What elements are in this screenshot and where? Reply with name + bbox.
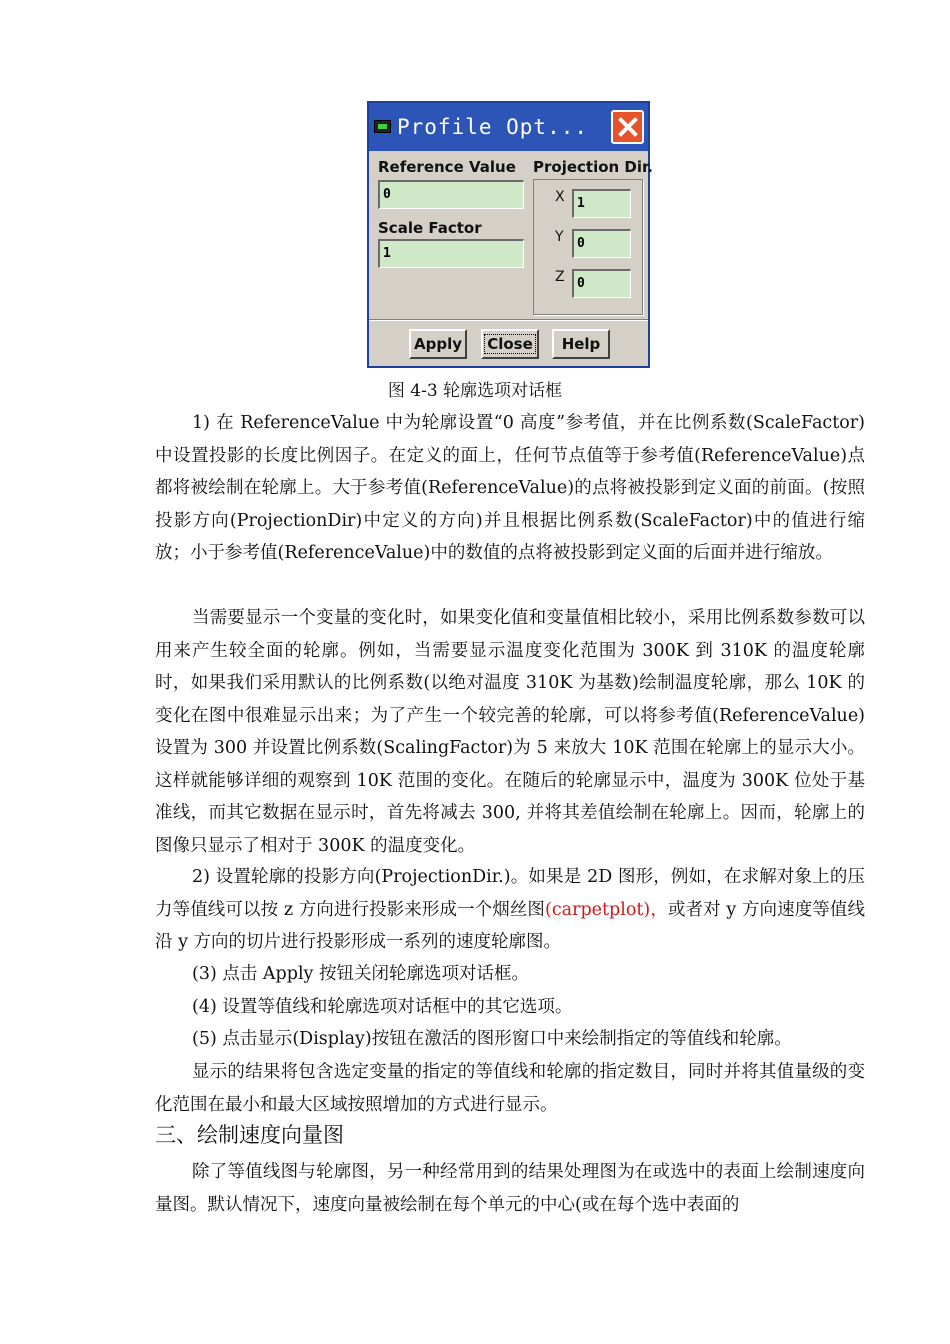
paragraph-8: 除了等值线图与轮廓图，另一种经常用到的结果处理图为在或选中的表面上绘制速度向量图。默认情况下，速度向量被绘制在每个单元的中心(或在每个选中表面的: [155, 1162, 865, 1215]
button-separator: [369, 319, 648, 321]
dialog-titlebar[interactable]: [369, 103, 648, 151]
paragraph-3-text-b: 或者对 y 方向速度等值线沿 y 方向的切片进行投影形成一系列的速度轮廓图。: [155, 899, 865, 952]
paragraph-6: (5) 点击显示(Display)按钮在激活的图形窗口中来绘制指定的等值线和轮廓。: [192, 1029, 792, 1049]
paragraph-5: (4) 设置等值线和轮廓选项对话框中的其它选项。: [192, 997, 573, 1017]
scale-factor-label: Scale Factor: [378, 219, 482, 237]
section-heading: 三、绘制速度向量图: [155, 1123, 344, 1147]
x-direction-input[interactable]: 1: [572, 189, 631, 218]
paragraph-4: (3) 点击 Apply 按钮关闭轮廓选项对话框。: [192, 964, 530, 984]
figure-caption: 图 4-3 轮廓选项对话框: [387, 381, 563, 401]
app-icon: [374, 120, 391, 133]
scale-factor-input[interactable]: 1: [378, 239, 524, 268]
profile-options-dialog: [367, 101, 653, 368]
y-direction-input[interactable]: 0: [572, 229, 631, 258]
paragraph-7: 显示的结果将包含选定变量的指定的等值线和轮廓的指定数目，同时并将其值量级的变化范围在最小和最大区域按照增加的方式进行显示。: [155, 1062, 865, 1115]
y-axis-label: Y: [555, 229, 564, 245]
close-button-label: Close: [487, 335, 533, 353]
paragraph-2: 当需要显示一个变量的变化时，如果变化值和变量值相比较小，采用比例系数参数可以用来产生较全面的轮廓。例如，当需要显示温度变化范围为 300K 到 310K 的温度轮廓时，如果我们采用默认的比例系数(以绝对温度 310K 为基数)绘制温度轮廓，那么 10K 的变化在图中很难显示出来；为了产生一个较完善的轮廓，可以将参考值(ReferenceValue)设置为 300 并设置比例系数(ScalingFactor)为 5 来放大 10K 范围在轮廓上的显示大小。这样就能够详细的观察到 10K 范围的变化。在随后的轮廓显示中，温度为 300K 位处于基准线，而其它数据在显示时，首先将减去 300, 并将其差值绘制在轮廓上。因而，轮廓上的图像只显示了相对于 300K 的温度变化。: [155, 608, 865, 856]
projection-dir-label: Projection Dir.: [533, 158, 653, 176]
close-icon[interactable]: [611, 110, 644, 144]
apply-button-label: Apply: [413, 335, 462, 353]
paragraph-3-highlight: (carpetplot)，: [545, 899, 668, 920]
x-axis-label: X: [555, 189, 565, 205]
help-button-label: Help: [561, 335, 601, 353]
apply-button[interactable]: [409, 329, 467, 359]
reference-value-label: Reference Value: [378, 158, 516, 176]
close-button[interactable]: [481, 329, 539, 359]
help-button[interactable]: [552, 329, 610, 359]
z-axis-label: Z: [555, 269, 565, 285]
paragraph-3: [155, 861, 865, 959]
paragraph-3-text-a: 2) 设置轮廓的投影方向(ProjectionDir.)。如果是 2D 图形，例如，在求解对象上的压力等值线可以按 z 方向进行投影来形成一个烟丝图: [155, 867, 865, 920]
z-direction-input[interactable]: 0: [572, 269, 631, 298]
reference-value-input[interactable]: 0: [378, 180, 524, 209]
dialog-title: Profile Opt...: [397, 115, 589, 139]
paragraph-1: 1) 在 ReferenceValue 中为轮廓设置“0 高度”参考值，并在比例系数(ScaleFactor)中设置投影的长度比例因子。在定义的面上，任何节点值等于参考值(ReferenceValue)点都将被绘制在轮廓上。大于参考值(ReferenceValue)的点将被投影到定义面的前面。(按照投影方向(ProjectionDir)中定义的方向)并且根据比例系数(ScaleFactor)中的值进行缩放；小于参考值(ReferenceValue)中的数值的点将被投影到定义面的后面并进行缩放。: [155, 413, 865, 563]
